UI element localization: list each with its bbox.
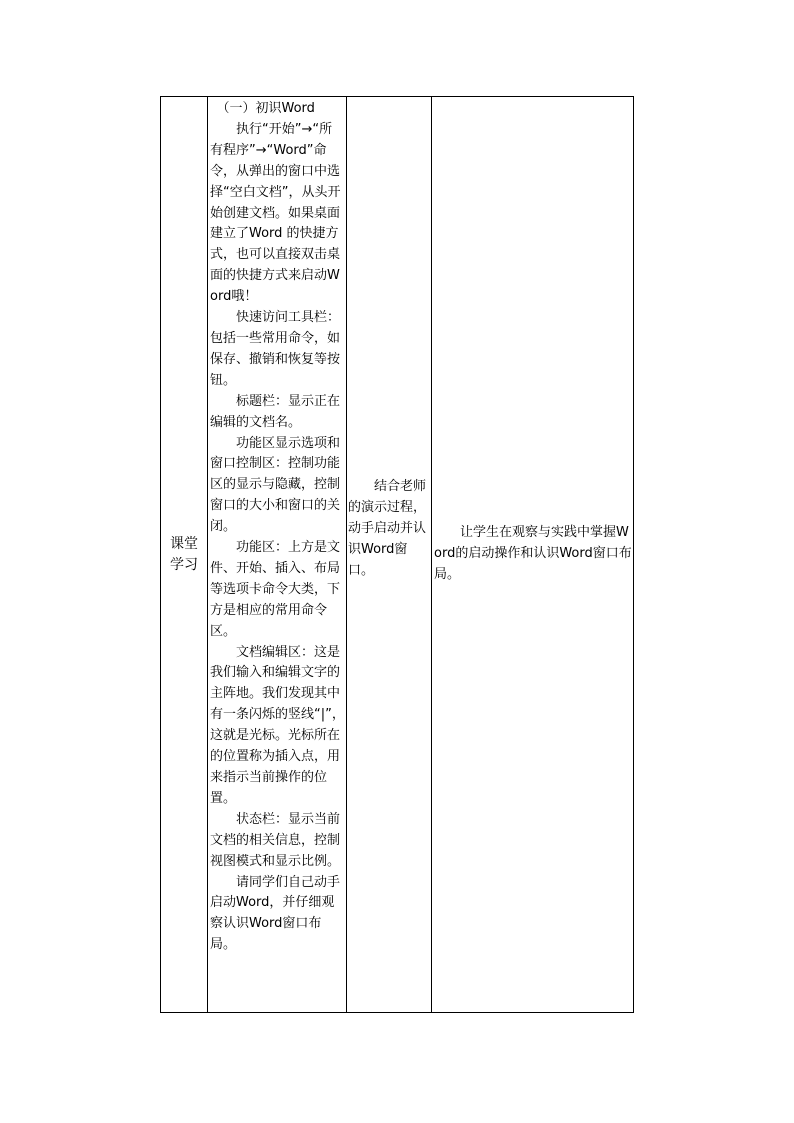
content-heading: （一）初识Word <box>216 101 315 116</box>
content-paragraph: 功能区显示选项和窗口控制区：控制功能区的显示与隐藏，控制窗口的大小和窗口的关闭。 <box>210 435 341 535</box>
student-activity-text: 结合老师的演示过程，动手启动并认识Word窗口。 <box>348 479 427 578</box>
stage-line: 课堂 <box>170 535 198 552</box>
design-intent-text: 让学生在观察与实践中掌握Word的启动操作和认识Word窗口布局。 <box>434 525 632 582</box>
stage-cell <box>161 97 208 1013</box>
content-paragraph: 功能区：上方是文件、开始、插入、布局等选项卡命令大类，下方是相应的常用命令区。 <box>210 540 341 639</box>
content-paragraph: 快速访问工具栏：包括一些常用命令，如保存、撤销和恢复等按钮。 <box>210 310 341 388</box>
content-paragraph: 标题栏：显示正在编辑的文档名。 <box>210 393 341 430</box>
content-paragraph: 请同学们自己动手启动Word，并仔细观察认识Word窗口布局。 <box>210 874 341 953</box>
content-paragraph: 文档编辑区：这是我们输入和编辑文字的主阵地。我们发现其中有一条闪烁的竖线“|”，这就是光标。光标所在的位置称为插入点，用来指示当前操作的位置。 <box>210 644 345 806</box>
content-paragraph: 执行“开始”→“所有程序”→“Word”命令，从弹出的窗口中选择“空白文档”，从头开始创建文档。如果桌面建立了Word 的快捷方式，也可以直接双击桌面的快捷方式来启动Word哦！ <box>210 121 341 305</box>
design-intent-cell <box>432 97 634 1013</box>
student-activity-cell <box>347 97 432 1013</box>
stage-line: 学习 <box>170 556 198 573</box>
teacher-content-cell <box>208 97 347 1013</box>
lesson-plan-table <box>160 96 634 1013</box>
content-paragraph: 状态栏：显示当前文档的相关信息，控制视图模式和显示比例。 <box>210 811 341 869</box>
table-row <box>161 97 634 1013</box>
